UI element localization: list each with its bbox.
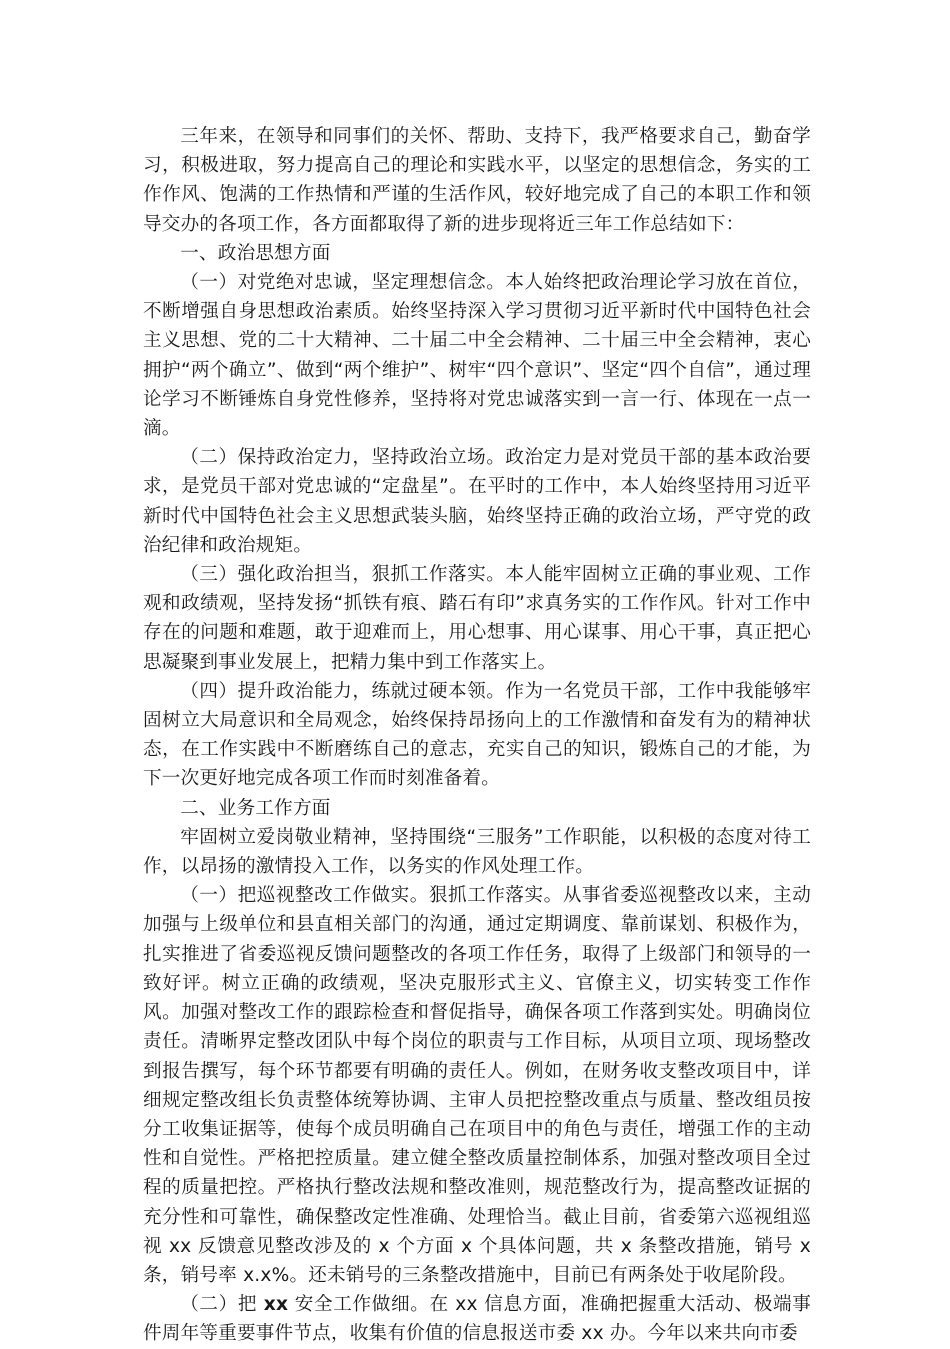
section-heading-political: 一、政治思想方面 (180, 242, 331, 264)
document-page (143, 122, 811, 1349)
paragraph-political-1: （一）对党绝对忠诚，坚定理想信念。本人始终把政治理论学习放在首位，不断增强自身思想政治素质。始终坚持深入学习贯彻习近平新时代中国特色社会主义思想、党的二十大精神、二十届二中全会精神、二十届三中全会精神，衷心拥护“两个确立”、做到“两个维护”、树牢“四个意识”、坚定“四个自信”，通过理论学习不断锤炼自身党性修养，坚持将对党忠诚落实到一言一行、体现在一点一滴。 (143, 272, 811, 440)
paragraph-intro: 三年来，在领导和同事们的关怀、帮助、支持下，我严格要求自己，勤奋学习，积极进取，努力提高自己的理论和实践水平，以坚定的思想信念，务实的工作作风、饱满的工作热情和严谨的生活作风，较好地完成了自己的本职工作和领导交办的各项工作，各方面都取得了新的进步现将近三年工作总结如下： (143, 126, 811, 235)
section-heading-business: 二、业务工作方面 (180, 797, 331, 819)
paragraph-business-2-before: （二）把 (180, 1294, 264, 1316)
paragraph-political-3: （三）强化政治担当，狠抓工作落实。本人能牢固树立正确的事业观、工作观和政绩观，坚持发扬“抓铁有痕、踏石有印”求真务实的工作作风。针对工作中存在的问题和难题，敢于迎难而上，用心想事、用心谋事、用心干事，真正把心思凝聚到事业发展上，把精力集中到工作落实上。 (143, 564, 811, 673)
paragraph-political-4: （四）提升政治能力，练就过硬本领。作为一名党员干部，工作中我能够牢固树立大局意识和全局观念，始终保持昂扬向上的工作激情和奋发有为的精神状态，在工作实践中不断磨练自己的意志，充实自己的知识，锻炼自己的才能，为下一次更好地完成各项工作而时刻准备着。 (143, 680, 811, 790)
paragraph-business-2 (143, 1290, 811, 1348)
paragraph-business-1: （一）把巡视整改工作做实。狠抓工作落实。从事省委巡视整改以来，主动加强与上级单位和县直相关部门的沟通，通过定期调度、靠前谋划、积极作为，扎实推进了省委巡视反馈问题整改的各项工作任务，取得了上级部门和领导的一致好评。树立正确的政绩观，坚决克服形式主义、官僚主义，切实转变工作作风。加强对整改工作的跟踪检查和督促指导，确保各项工作落到实处。明确岗位责任。清晰界定整改团队中每个岗位的职责与工作目标，从项目立项、现场整改到报告撰写，每个环节都要有明确的责任人。例如，在财务收支整改项目中，详细规定整改组长负责整体统筹协调、主审人员把控整改重点与质量、整改组员按分工收集证据等，使每个成员明确自己在项目中的角色与责任，增强工作的主动性和自觉性。严格把控质量。建立健全整改质量控制体系，加强对整改项目全过程的质量把控。严格执行整改法规和整改准则，规范整改行为，提高整改证据的充分性和可靠性，确保整改定性准确、处理恰当。截止目前，省委第六巡视组巡视 xx 反馈意见整改涉及的 x 个方面 x 个具体问题，共 x 条整改措施，销号 x 条，销号率 x.x%。还未销号的三条整改措施中，目前已有两条处于收尾阶段。 (143, 885, 811, 1286)
paragraph-business-2-after: 安全工作做细。在 xx 信息方面，准确把握重大活动、极端事件周年等重要事件节点，收集有价值的信息报送市委 xx 办。今年以来共向市委 (143, 1294, 811, 1345)
paragraph-political-2: （二）保持政治定力，坚持政治立场。政治定力是对党员干部的基本政治要求，是党员干部对党忠诚的“定盘星”。在平时的工作中，本人始终坚持用习近平新时代中国特色社会主义思想武装头脑，始终坚持正确的政治立场，严守党的政治纪律和政治规矩。 (143, 447, 811, 556)
paragraph-business-intro: 牢固树立爱岗敬业精神，坚持围绕“三服务”工作职能，以积极的态度对待工作，以昂扬的激情投入工作，以务实的作风处理工作。 (143, 826, 811, 878)
paragraph-business-2-bold: xx (263, 1294, 289, 1316)
